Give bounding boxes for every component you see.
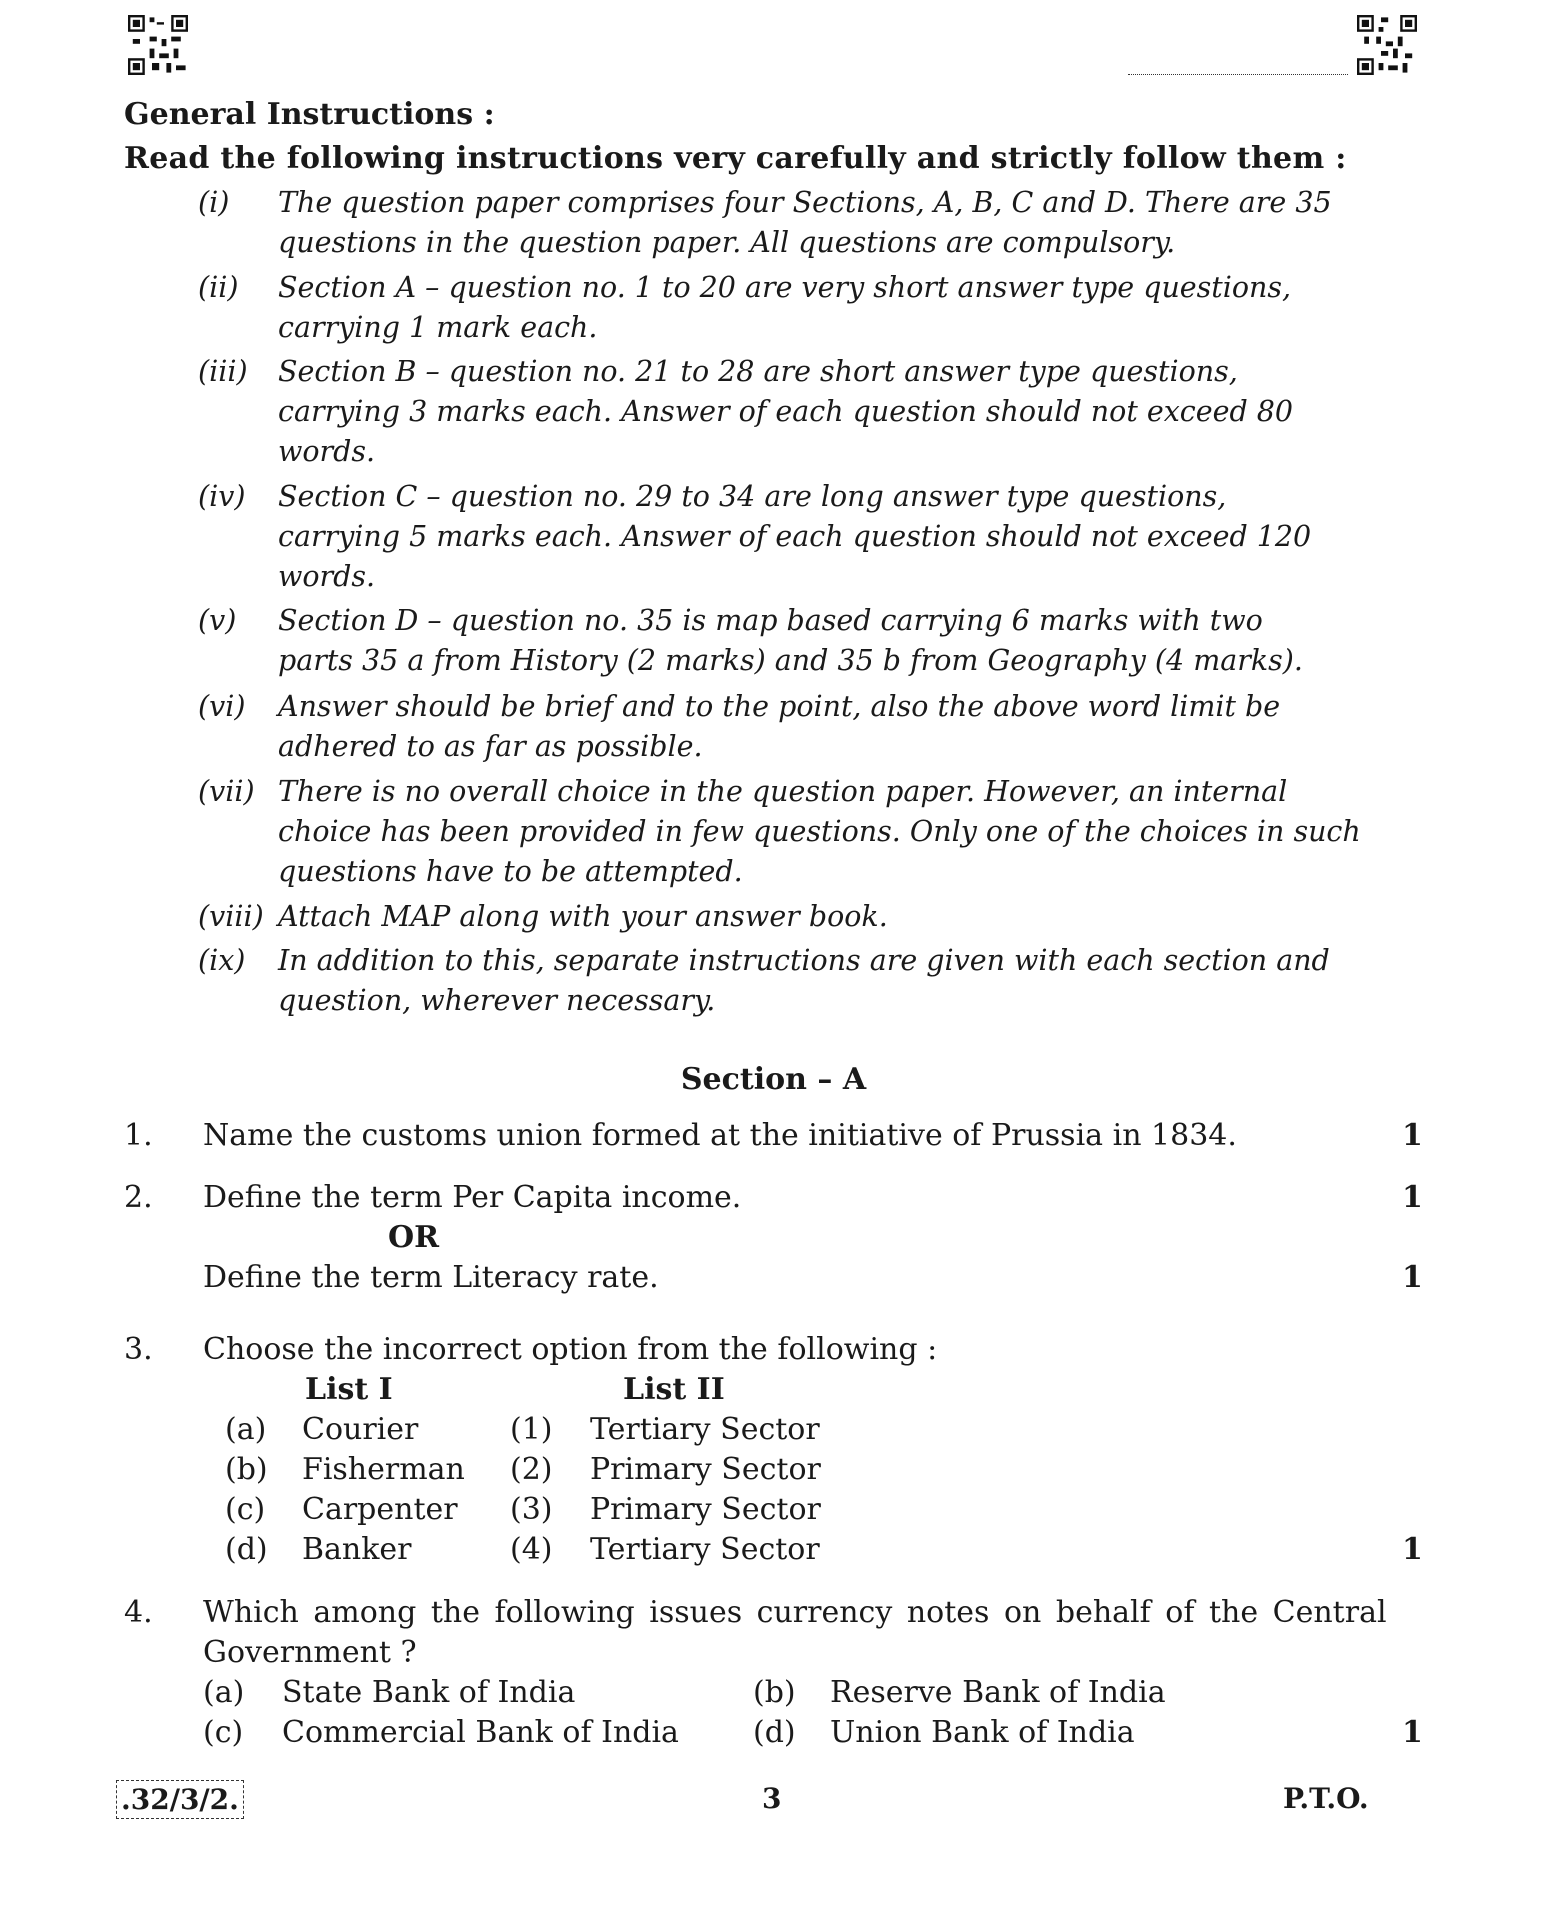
list1-item: Carpenter (302, 1492, 458, 1527)
instruction-number: (vi) (198, 690, 246, 723)
option-label: (b) (753, 1675, 796, 1710)
list2-header: List II (623, 1372, 725, 1407)
question-text: Define the term Per Capita income. (203, 1180, 742, 1215)
question-marks: 1 (1402, 1532, 1423, 1567)
option-text: Reserve Bank of India (830, 1675, 1166, 1710)
instruction-number: (iv) (198, 480, 246, 513)
option-label: (d) (753, 1715, 796, 1750)
row-label: (a) (225, 1412, 267, 1447)
option-text: State Bank of India (282, 1675, 576, 1710)
section-title: Section – A (680, 1062, 867, 1097)
question-number: 1. (124, 1118, 153, 1153)
instruction-line: carrying 3 marks each. Answer of each question should not exceed 80 (278, 395, 1294, 428)
qr-code-icon (128, 15, 188, 75)
question-number: 4. (124, 1595, 153, 1630)
instruction-line: Section D – question no. 35 is map based carrying 6 marks with two (278, 604, 1263, 637)
instruction-number: (iii) (198, 355, 248, 388)
instruction-line: adhered to as far as possible. (278, 730, 703, 763)
list1-item: Courier (302, 1412, 419, 1447)
instruction-line: Attach MAP along with your answer book. (278, 900, 888, 933)
row-label: (d) (225, 1532, 268, 1567)
instruction-line: Section C – question no. 29 to 34 are long answer type questions, (278, 480, 1227, 513)
question-marks: 1 (1402, 1715, 1423, 1750)
signature-line (1128, 73, 1348, 75)
question-text: Name the customs union formed at the initiative of Prussia in 1834. (203, 1118, 1237, 1153)
qr-code-icon (1357, 15, 1417, 75)
row-label: (c) (225, 1492, 266, 1527)
general-instructions-title: General Instructions : (124, 97, 495, 132)
instruction-line: words. (278, 435, 376, 468)
list1-header: List I (305, 1372, 393, 1407)
list1-item: Fisherman (302, 1452, 465, 1487)
instruction-line: question, wherever necessary. (278, 984, 716, 1017)
option-text: Union Bank of India (830, 1715, 1135, 1750)
list2-item: Tertiary Sector (590, 1532, 820, 1567)
instruction-line: parts 35 a from History (2 marks) and 35 b from Geography (4 marks). (278, 644, 1303, 677)
instruction-line: There is no overall choice in the question paper. However, an internal (278, 775, 1288, 808)
question-text: Choose the incorrect option from the following : (203, 1332, 938, 1367)
instruction-number: (vii) (198, 775, 255, 808)
instruction-number: (v) (198, 604, 237, 637)
option-label: (a) (203, 1675, 245, 1710)
row-number: (4) (510, 1532, 553, 1567)
instruction-line: questions in the question paper. All questions are compulsory. (278, 226, 1176, 259)
instruction-line: Answer should be brief and to the point, also the above word limit be (278, 690, 1281, 723)
instruction-number: (ii) (198, 271, 239, 304)
instruction-line: questions have to be attempted. (278, 855, 743, 888)
option-text: Commercial Bank of India (282, 1715, 679, 1750)
instruction-line: The question paper comprises four Sections, A, B, C and D. There are 35 (278, 186, 1332, 219)
row-label: (b) (225, 1452, 268, 1487)
question-marks: 1 (1402, 1118, 1423, 1153)
general-instructions-subtitle: Read the following instructions very carefully and strictly follow them : (124, 141, 1347, 176)
instruction-line: In addition to this, separate instructions are given with each section and (278, 944, 1330, 977)
row-number: (3) (510, 1492, 553, 1527)
instruction-line: choice has been provided in few questions. Only one of the choices in such (278, 815, 1361, 848)
list2-item: Primary Sector (590, 1452, 821, 1487)
instruction-line: Section B – question no. 21 to 28 are short answer type questions, (278, 355, 1238, 388)
question-alt-text: Define the term Literacy rate. (203, 1260, 659, 1295)
list2-item: Tertiary Sector (590, 1412, 820, 1447)
list2-item: Primary Sector (590, 1492, 821, 1527)
question-text-continued: Government ? (203, 1635, 417, 1670)
or-separator: OR (388, 1220, 440, 1255)
instruction-line: carrying 5 marks each. Answer of each question should not exceed 120 (278, 520, 1312, 553)
paper-code: .32/3/2. (116, 1780, 244, 1819)
row-number: (2) (510, 1452, 553, 1487)
question-4 (0, 1595, 1547, 1765)
question-alt-marks: 1 (1402, 1260, 1423, 1295)
option-label: (c) (203, 1715, 244, 1750)
instruction-number: (viii) (198, 900, 264, 933)
instruction-line: Section A – question no. 1 to 20 are very short answer type questions, (278, 271, 1292, 304)
question-number: 2. (124, 1180, 153, 1215)
list1-item: Banker (302, 1532, 412, 1567)
question-number: 3. (124, 1332, 153, 1367)
question-3 (0, 1332, 1547, 1572)
question-marks: 1 (1402, 1180, 1423, 1215)
instruction-number: (i) (198, 186, 230, 219)
question-1 (0, 1118, 1547, 1158)
question-2 (0, 1180, 1547, 1310)
question-text: Which among the following issues currency notes on behalf of the Central (203, 1595, 1387, 1630)
page-number: 3 (762, 1782, 782, 1815)
instruction-line: words. (278, 560, 376, 593)
row-number: (1) (510, 1412, 553, 1447)
pto-label: P.T.O. (1283, 1782, 1369, 1815)
instruction-line: carrying 1 mark each. (278, 311, 598, 344)
instruction-number: (ix) (198, 944, 246, 977)
